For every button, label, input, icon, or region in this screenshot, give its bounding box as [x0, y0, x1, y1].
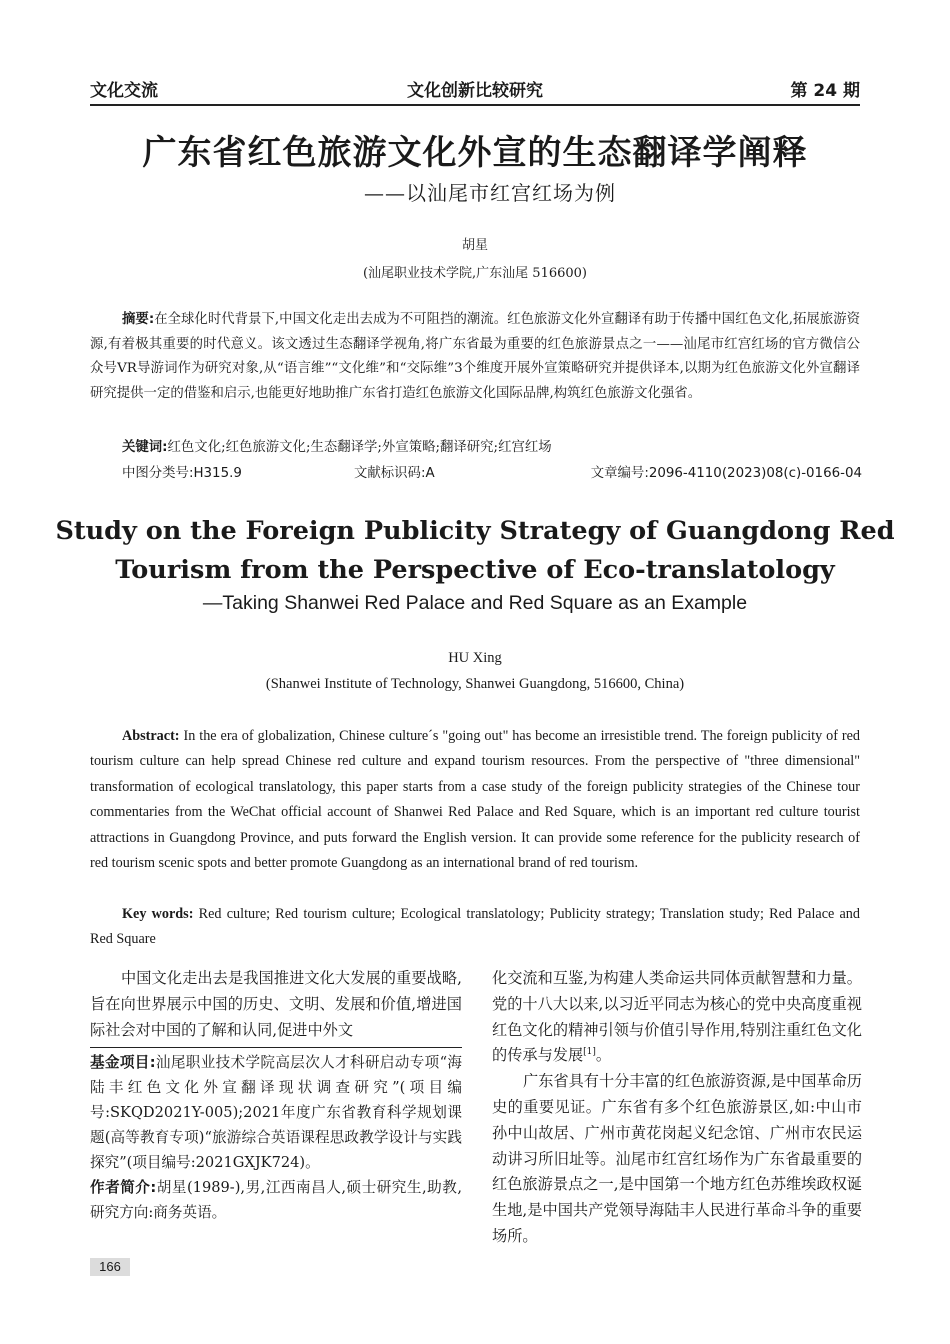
citation-ref: [1]: [583, 1047, 596, 1058]
footnote-rule: [90, 1047, 462, 1048]
body-paragraph: 中国文化走出去是我国推进文化大发展的重要战略,旨在向世界展示中国的历史、文明、发展和价值,增进国际社会对中国的了解和认同,促进中外文: [90, 969, 462, 1039]
keywords-cn: [122, 436, 862, 461]
abstract-en-label: Abstract:: [122, 728, 180, 744]
author-cn: 胡星: [461, 238, 488, 253]
abstract-cn-label: 摘要:: [122, 312, 155, 327]
body-text: 化交流和互鉴,为构建人类命运共同体贡献智慧和力量。党的十八大以来,以习近平同志为核心的党中央高度重视红色文化的精神引领与价值引导作用,特别注重红色文化的传承与发展: [492, 969, 862, 1065]
keywords-en: [90, 902, 860, 953]
funding-text: 汕尾职业技术学院高层次人才科研启动专项“海陆丰红色文化外宣翻译现状调查研究”(项目编号:SKQD2021Y-005);2021年度广东省教育科学规划课题(高等教育专项)“旅游综合英语课程思政教学设计与实践探究”(项目编号:2021GXJK724)。: [90, 1054, 462, 1172]
title-en-line-2: Tourism from the Perspective of Eco-translatology: [115, 555, 835, 585]
header-rule: [90, 104, 860, 106]
document-code: 文献标识码:A: [354, 466, 435, 481]
author-bio-text: 胡星(1989-),男,江西南昌人,硕士研究生,助教,研究方向:商务英语。: [90, 1179, 462, 1222]
title-en-line-1: Study on the Foreign Publicity Strategy of Guangdong Red: [55, 516, 895, 546]
running-header: [90, 76, 860, 104]
body-paragraph: [492, 966, 862, 1069]
subtitle-cn: ——以汕尾市红宫红场为例: [364, 181, 616, 205]
abstract-cn-text: 在全球化时代背景下,中国文化走出去成为不可阻挡的潮流。红色旅游文化外宣翻译有助于传播中国红色文化,拓展旅游资源,有着极其重要的时代意义。该文透过生态翻译学视角,将广东省最为重要的红色旅游景点之一——汕尾市红宫红场的官方微信公众号VR导游词作为研究对象,从“语言维”“文化维”和“交际维”3个维度开展外宣策略研究并提供译本,以期为红色旅游文化外宣翻译研究提供一定的借鉴和启示,也能更好地助推广东省打造红色旅游文化国际品牌,构筑红色旅游文化强省。: [90, 312, 861, 401]
abstract-cn: [90, 308, 860, 406]
body-text-end: 。: [595, 1046, 612, 1065]
author-en: HU Xing: [448, 650, 502, 666]
keywords-en-label: Key words:: [122, 906, 194, 922]
abstract-en: [90, 724, 860, 876]
article-number: 文章编号:2096-4110(2023)08(c)-0166-04: [590, 466, 862, 481]
header-journal: 文化创新比较研究: [407, 81, 543, 101]
clc-number: 中图分类号:H315.9: [122, 466, 242, 481]
title-cn: 广东省红色旅游文化外宣的生态翻译学阐释: [142, 133, 808, 173]
funding-label: 基金项目:: [90, 1054, 156, 1072]
affiliation-cn: (汕尾职业技术学院,广东汕尾 516600): [362, 266, 588, 281]
body-column-right: [492, 966, 862, 1250]
header-issue: 第 24 期: [790, 81, 860, 101]
abstract-en-text: In the era of globalization, Chinese culture´s "going out" has become an irresistible trend. The foreign publicity of red tourism culture can help spread Chinese red culture and expand tourism resources. From the perspective of "three dimensional" transformation of ecological translatology, this paper starts from a case study of the foreign publicity strategies of the Chinese tour commentaries from the WeChat official account of Shanwei Red Palace and Red Square, which is an important red culture tourist attractions in Guangdong Province, and puts forward the English version. It can provide some reference for the publicity research of red tourism scenic spots and better promote Guangdong as an international brand of red tourism.: [90, 728, 860, 872]
page-number: 166: [90, 1258, 130, 1276]
keywords-en-text: Red culture; Red tourism culture; Ecological translatology; Publicity strategy; Translation study; Red Palace and Red Square: [90, 906, 860, 948]
header-section: 文化交流: [90, 81, 158, 101]
body-paragraph: 广东省具有十分丰富的红色旅游资源,是中国革命历史的重要见证。广东省有多个红色旅游景区,如:中山市孙中山故居、广州市黄花岗起义纪念馆、广州市农民运动讲习所旧址等。汕尾市红宫红场作为广东省最重要的红色旅游景点之一,是中国第一个地方红色苏维埃政权诞生地,是中国共产党领导海陆丰人民进行革命斗争的重要场所。: [492, 1072, 862, 1245]
classification-row: [122, 462, 862, 486]
footnote-funding: [90, 1050, 462, 1175]
keywords-cn-text: 红色文化;红色旅游文化;生态翻译学;外宣策略;翻译研究;红宫红场: [167, 440, 552, 455]
author-bio-label: 作者简介:: [90, 1179, 157, 1197]
footnote-author: [90, 1175, 462, 1225]
body-column-left: [90, 966, 462, 1225]
keywords-cn-label: 关键词:: [122, 440, 168, 455]
subtitle-en: —Taking Shanwei Red Palace and Red Square as an Example: [202, 592, 748, 614]
affiliation-en: (Shanwei Institute of Technology, Shanwei Guangdong, 516600, China): [265, 676, 685, 692]
title-en: [0, 512, 950, 590]
